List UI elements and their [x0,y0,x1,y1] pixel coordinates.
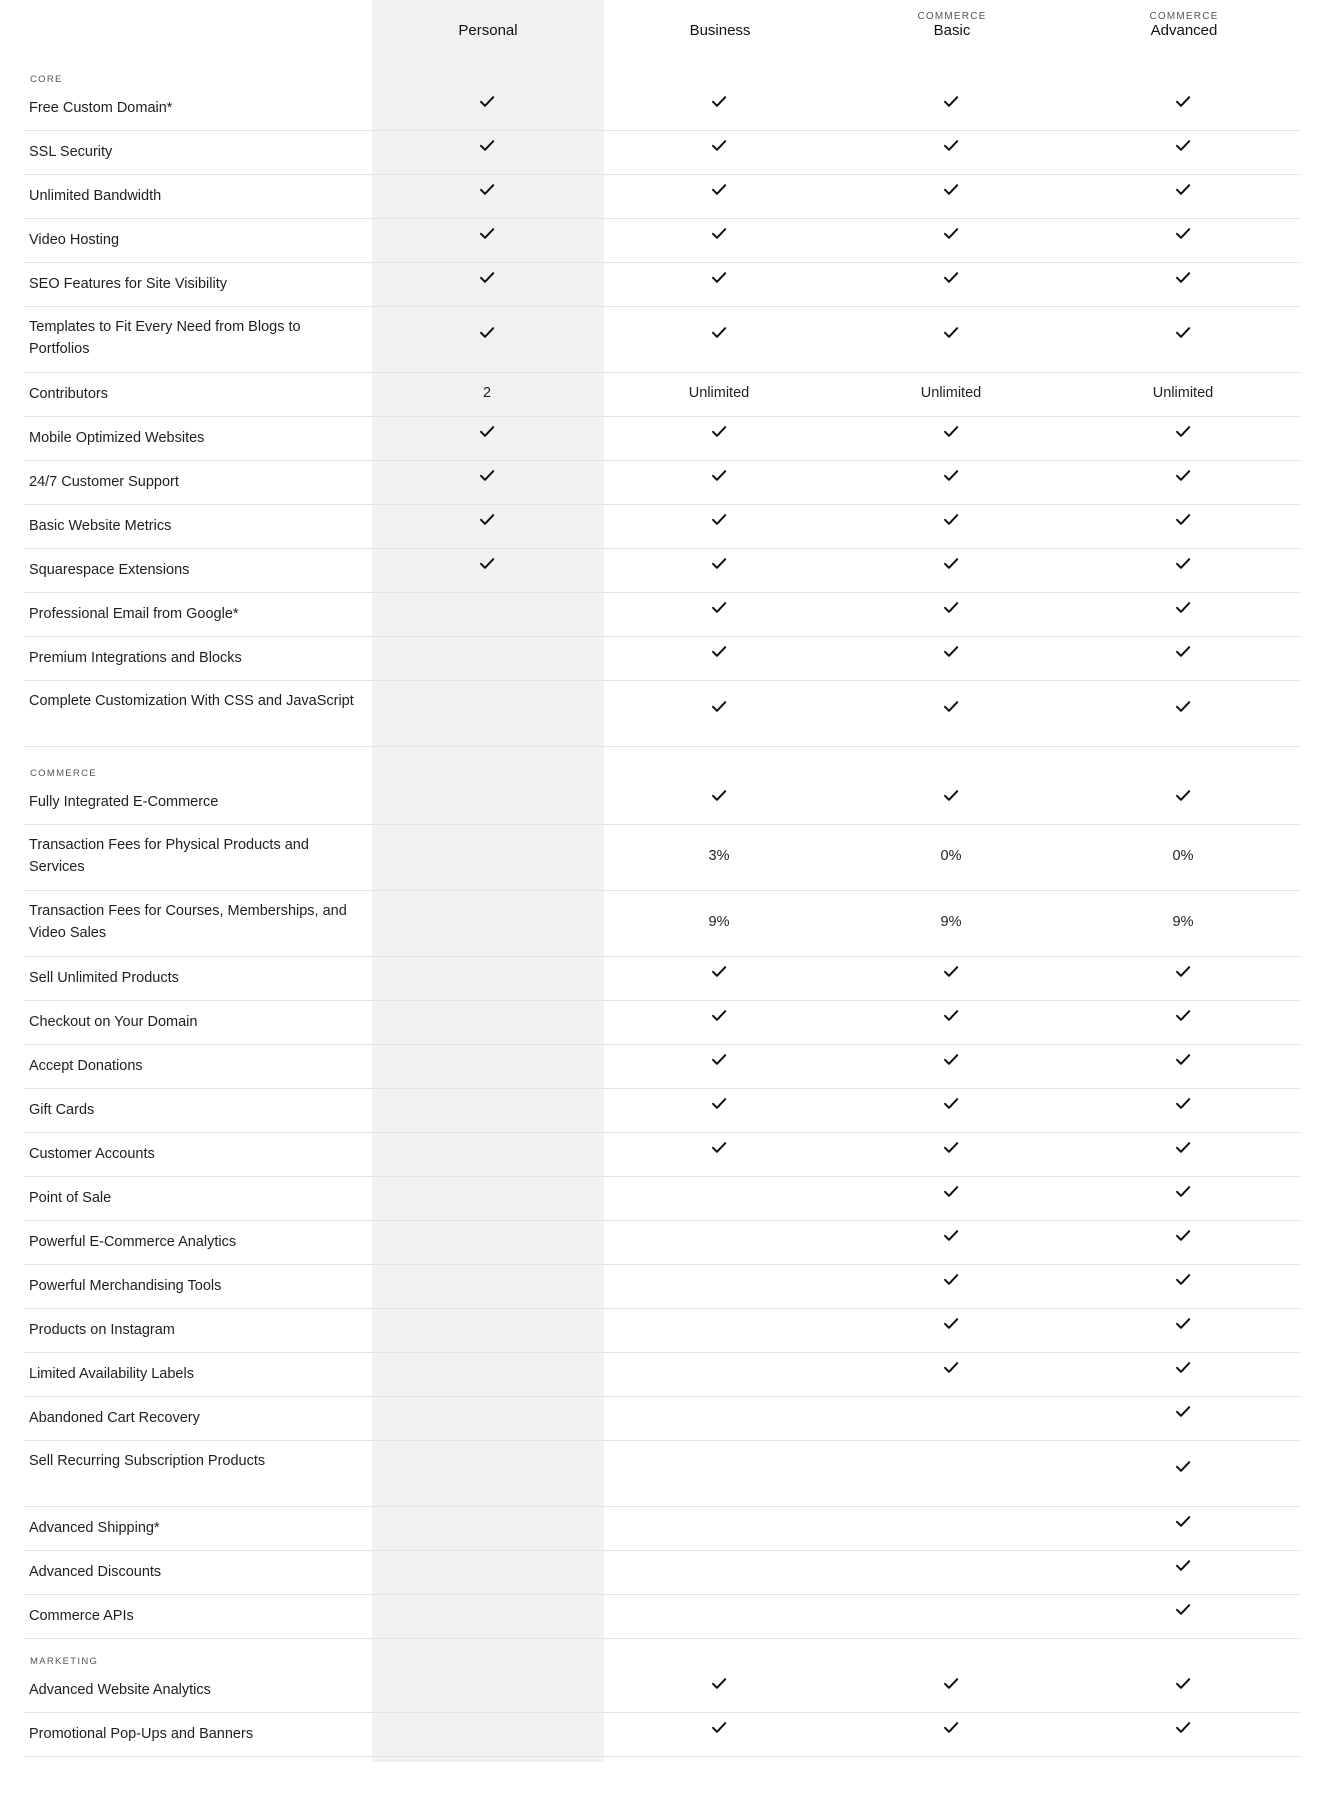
feature-row [24,218,1301,263]
plan-header-row [0,0,1323,56]
check-icon [1175,1009,1191,1022]
check-icon [711,1721,727,1734]
check-icon [1175,1460,1191,1473]
check-icon [1175,1721,1191,1734]
check-cell [603,1141,835,1158]
feature-label: Sell Recurring Subscription Products [29,1453,266,1469]
check-icon [479,227,495,240]
check-icon [943,139,959,152]
check-icon [943,645,959,658]
feature-row [24,1440,1301,1507]
check-cell [835,469,1067,486]
check-cell [1067,1185,1299,1202]
check-icon [1175,1559,1191,1572]
check-icon [943,1361,959,1374]
check-cell [603,1053,835,1070]
check-icon [711,700,727,713]
check-cell [603,139,835,156]
check-cell [371,513,603,530]
feature-row [24,1132,1301,1177]
plan-header-commerce-basic [836,0,1068,56]
check-cell [603,1677,835,1694]
check-icon [479,469,495,482]
feature-row [24,1264,1301,1309]
check-cell [371,139,603,156]
check-icon [1175,1273,1191,1286]
check-icon [943,1009,959,1022]
feature-label: Basic Website Metrics [29,518,172,534]
check-cell [603,645,835,662]
feature-label: Powerful Merchandising Tools [29,1278,222,1294]
check-cell [1067,139,1299,156]
feature-label: Commerce APIs [29,1608,134,1624]
check-cell [603,183,835,200]
feature-row [24,1668,1301,1713]
feature-row [24,504,1301,549]
check-cell [835,789,1067,806]
feature-label: Advanced Website Analytics [29,1682,211,1698]
plan-header-personal [372,0,604,56]
check-icon [943,789,959,802]
feature-label: Checkout on Your Domain [29,1014,198,1030]
check-cell [603,601,835,618]
section-title: COMMERCE [30,768,97,779]
feature-label: Free Custom Domain* [29,100,173,116]
check-cell [835,1141,1067,1158]
feature-row [24,86,1301,131]
feature-label: Templates to Fit Every Need from Blogs to Portfolios [29,319,301,357]
feature-row [24,548,1301,593]
plan-name: Advanced [1150,22,1218,39]
check-icon [1175,1229,1191,1242]
feature-row [24,1352,1301,1397]
check-cell [835,1721,1067,1738]
check-icon [943,326,959,339]
feature-row [24,824,1301,891]
check-icon [1175,1141,1191,1154]
check-cell [1067,271,1299,288]
plan-name: Personal [458,22,518,39]
plan-eyebrow: COMMERCE [1149,11,1219,22]
check-cell [371,95,603,112]
check-cell [1067,326,1299,343]
check-cell [603,1097,835,1114]
check-icon [1175,469,1191,482]
check-icon [1175,425,1191,438]
value-cell: Unlimited [688,385,750,401]
plan-header-business [604,0,836,56]
check-icon [1175,965,1191,978]
check-icon [943,513,959,526]
feature-row [24,680,1301,747]
check-cell [835,1053,1067,1070]
check-cell [603,513,835,530]
feature-row [24,636,1301,681]
check-icon [479,139,495,152]
check-cell [835,965,1067,982]
section-title: CORE [30,74,63,85]
check-icon [711,95,727,108]
check-cell [603,700,835,717]
check-icon [943,965,959,978]
check-cell [1067,1677,1299,1694]
value-cell: Unlimited [920,385,982,401]
check-icon [943,700,959,713]
check-icon [711,513,727,526]
feature-label: Gift Cards [29,1102,95,1118]
feature-row [24,174,1301,219]
check-cell [1067,183,1299,200]
check-cell [1067,965,1299,982]
check-cell [1067,1361,1299,1378]
feature-label: Powerful E-Commerce Analytics [29,1234,237,1250]
check-cell [835,1317,1067,1334]
feature-label: Complete Customization With CSS and JavaScript [29,693,354,709]
plan-name: Basic [933,22,971,39]
check-icon [1175,139,1191,152]
check-cell [835,227,1067,244]
feature-row [24,956,1301,1001]
feature-label: Customer Accounts [29,1146,155,1162]
check-icon [711,789,727,802]
check-icon [943,1141,959,1154]
check-icon [943,1185,959,1198]
check-cell [603,1721,835,1738]
check-icon [943,95,959,108]
feature-row [24,1220,1301,1265]
plan-eyebrow: COMMERCE [917,11,987,22]
value-cell: Unlimited [1152,385,1214,401]
check-cell [1067,557,1299,574]
feature-label: Advanced Discounts [29,1564,162,1580]
check-cell [1067,1273,1299,1290]
feature-row [24,460,1301,505]
check-icon [479,183,495,196]
check-cell [371,183,603,200]
feature-row [24,130,1301,175]
check-cell [835,513,1067,530]
check-cell [1067,95,1299,112]
feature-row [24,1176,1301,1221]
check-icon [1175,1317,1191,1330]
feature-row [24,1506,1301,1551]
check-cell [1067,645,1299,662]
check-cell [835,1185,1067,1202]
check-cell [835,95,1067,112]
check-cell [1067,601,1299,618]
check-cell [1067,1515,1299,1532]
check-cell [603,425,835,442]
check-icon [943,469,959,482]
feature-row [24,592,1301,637]
check-icon [711,469,727,482]
check-icon [479,425,495,438]
check-icon [1175,789,1191,802]
check-cell [1067,1559,1299,1576]
check-icon [479,95,495,108]
check-icon [1175,1097,1191,1110]
check-cell [1067,1405,1299,1422]
check-icon [1175,645,1191,658]
check-cell [1067,1460,1299,1477]
check-cell [1067,1721,1299,1738]
feature-row [24,416,1301,461]
check-icon [1175,227,1191,240]
feature-label: Transaction Fees for Physical Products and Services [29,837,309,875]
check-cell [835,557,1067,574]
check-icon [1175,1361,1191,1374]
check-icon [943,1721,959,1734]
feature-label: SSL Security [29,144,113,160]
check-icon [479,557,495,570]
check-cell [603,557,835,574]
check-cell [1067,1009,1299,1026]
feature-row [24,1550,1301,1595]
check-cell [1067,227,1299,244]
check-cell [835,183,1067,200]
check-icon [943,425,959,438]
check-icon [479,513,495,526]
check-icon [1175,601,1191,614]
check-cell [603,95,835,112]
check-icon [1175,271,1191,284]
check-cell [835,1009,1067,1026]
check-icon [711,1009,727,1022]
check-cell [835,1677,1067,1694]
check-icon [711,227,727,240]
check-icon [1175,1053,1191,1066]
check-cell [835,326,1067,343]
check-icon [1175,1677,1191,1690]
check-cell [1067,789,1299,806]
value-cell: 9% [708,914,730,930]
check-cell [1067,1229,1299,1246]
check-icon [711,557,727,570]
feature-row [24,1308,1301,1353]
check-cell [371,271,603,288]
value-cell: 2 [482,385,492,401]
check-icon [711,601,727,614]
check-icon [943,227,959,240]
check-cell [835,425,1067,442]
check-cell [835,271,1067,288]
check-icon [943,1053,959,1066]
feature-row [24,306,1301,373]
check-cell [835,1361,1067,1378]
check-icon [943,1677,959,1690]
feature-label: Contributors [29,386,108,402]
check-cell [1067,700,1299,717]
check-cell [603,227,835,244]
check-icon [479,271,495,284]
check-icon [1175,1185,1191,1198]
check-cell [1067,1141,1299,1158]
check-icon [1175,1515,1191,1528]
value-cell: 3% [708,848,730,864]
check-icon [1175,1405,1191,1418]
feature-label: Abandoned Cart Recovery [29,1410,200,1426]
check-cell [371,557,603,574]
check-cell [835,139,1067,156]
check-icon [711,271,727,284]
feature-label: Transaction Fees for Courses, Memberships, and Video Sales [29,903,347,941]
feature-label: Unlimited Bandwidth [29,188,162,204]
check-cell [371,425,603,442]
check-cell [371,326,603,343]
check-cell [603,271,835,288]
feature-row [24,262,1301,307]
check-cell [1067,1053,1299,1070]
section-title: MARKETING [30,1656,99,1667]
check-icon [711,425,727,438]
check-cell [371,227,603,244]
feature-row [24,780,1301,825]
feature-label: Sell Unlimited Products [29,970,179,986]
check-icon [1175,95,1191,108]
check-icon [479,326,495,339]
feature-label: Video Hosting [29,232,120,248]
check-icon [711,1053,727,1066]
value-cell: 9% [940,914,962,930]
check-cell [603,965,835,982]
check-cell [603,469,835,486]
check-cell [1067,425,1299,442]
feature-label: Fully Integrated E-Commerce [29,794,219,810]
check-icon [711,1141,727,1154]
feature-row [24,1396,1301,1441]
feature-row [24,890,1301,957]
check-icon [943,1229,959,1242]
feature-row [24,1000,1301,1045]
value-cell: 0% [940,848,962,864]
feature-label: Advanced Shipping* [29,1520,160,1536]
check-icon [711,645,727,658]
value-cell: 9% [1172,914,1194,930]
feature-label: Products on Instagram [29,1322,175,1338]
feature-row [24,1712,1301,1757]
check-icon [1175,513,1191,526]
check-cell [1067,1603,1299,1620]
check-icon [711,139,727,152]
plan-header-commerce-advanced [1068,0,1300,56]
feature-label: Limited Availability Labels [29,1366,194,1382]
check-icon [943,557,959,570]
check-cell [835,645,1067,662]
check-cell [835,1273,1067,1290]
check-cell [835,1097,1067,1114]
check-icon [711,1097,727,1110]
check-icon [943,601,959,614]
feature-row [24,1088,1301,1133]
check-icon [1175,183,1191,196]
check-icon [1175,1603,1191,1616]
check-cell [1067,513,1299,530]
check-cell [1067,1097,1299,1114]
check-icon [943,1097,959,1110]
feature-label: 24/7 Customer Support [29,474,179,490]
feature-label: SEO Features for Site Visibility [29,276,227,292]
feature-row [24,372,1301,417]
check-icon [711,326,727,339]
feature-label: Mobile Optimized Websites [29,430,205,446]
check-icon [943,271,959,284]
check-cell [603,789,835,806]
feature-label: Point of Sale [29,1190,112,1206]
check-icon [1175,557,1191,570]
feature-label: Premium Integrations and Blocks [29,650,242,666]
value-cell: 0% [1172,848,1194,864]
check-cell [371,469,603,486]
feature-row [24,1044,1301,1089]
check-cell [1067,1317,1299,1334]
feature-label: Professional Email from Google* [29,606,239,622]
check-icon [1175,700,1191,713]
check-cell [835,700,1067,717]
check-icon [943,1273,959,1286]
check-cell [835,1229,1067,1246]
check-icon [943,183,959,196]
check-cell [603,1009,835,1026]
check-icon [711,1677,727,1690]
check-cell [603,326,835,343]
check-icon [711,183,727,196]
feature-label: Accept Donations [29,1058,143,1074]
check-cell [1067,469,1299,486]
check-icon [711,965,727,978]
check-icon [943,1317,959,1330]
plan-name: Business [689,22,751,39]
feature-label: Squarespace Extensions [29,562,190,578]
feature-label: Promotional Pop-Ups and Banners [29,1726,254,1742]
check-icon [1175,326,1191,339]
check-cell [835,601,1067,618]
feature-row [24,1594,1301,1639]
